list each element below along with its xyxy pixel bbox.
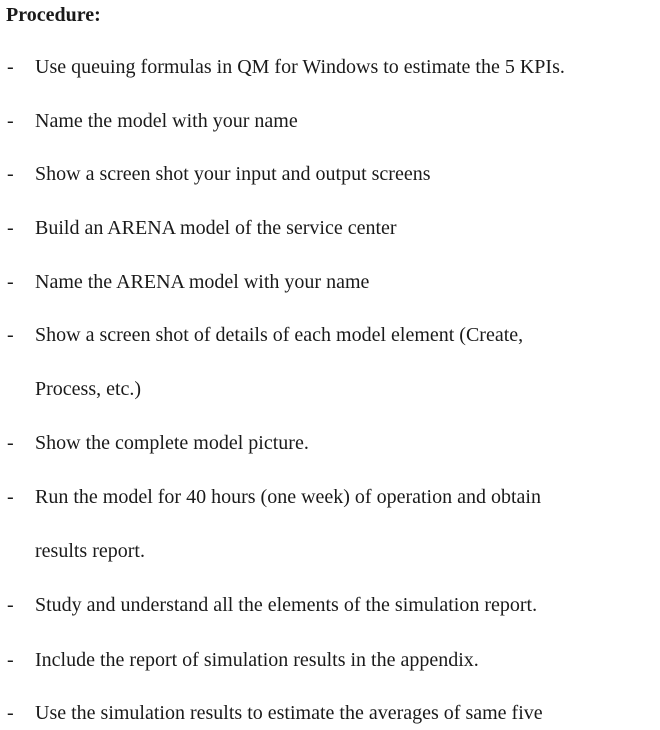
list-item-continuation: Process, etc.) xyxy=(35,378,142,400)
bullet-dash: - xyxy=(7,594,14,616)
list-item-text: Name the ARENA model with your name xyxy=(35,271,370,293)
list-item-text: Use queuing formulas in QM for Windows to estimate the 5 KPIs. xyxy=(35,56,565,78)
list-item-text: Show a screen shot your input and output screens xyxy=(35,163,431,185)
procedure-heading: Procedure: xyxy=(6,4,101,26)
bullet-dash: - xyxy=(7,163,14,185)
list-item-text: Show a screen shot of details of each model element (Create, xyxy=(35,324,524,346)
bullet-dash: - xyxy=(7,56,14,78)
list-item-text: Show the complete model picture. xyxy=(35,432,309,454)
list-item-text: Run the model for 40 hours (one week) of operation and obtain xyxy=(35,486,541,508)
bullet-dash: - xyxy=(7,217,14,239)
list-item-text: Use the simulation results to estimate the averages of same five xyxy=(35,702,543,724)
list-item-text: Name the model with your name xyxy=(35,110,298,132)
bullet-dash: - xyxy=(7,432,14,454)
bullet-dash: - xyxy=(7,110,14,132)
bullet-dash: - xyxy=(7,324,14,346)
bullet-dash: - xyxy=(7,486,14,508)
list-item-text: Include the report of simulation results in the appendix. xyxy=(35,649,479,671)
bullet-dash: - xyxy=(7,702,14,724)
bullet-dash: - xyxy=(7,271,14,293)
bullet-dash: - xyxy=(7,649,14,671)
list-item-text: Study and understand all the elements of the simulation report. xyxy=(35,594,538,616)
list-item-text: Build an ARENA model of the service center xyxy=(35,217,397,239)
list-item-continuation: results report. xyxy=(35,540,145,562)
